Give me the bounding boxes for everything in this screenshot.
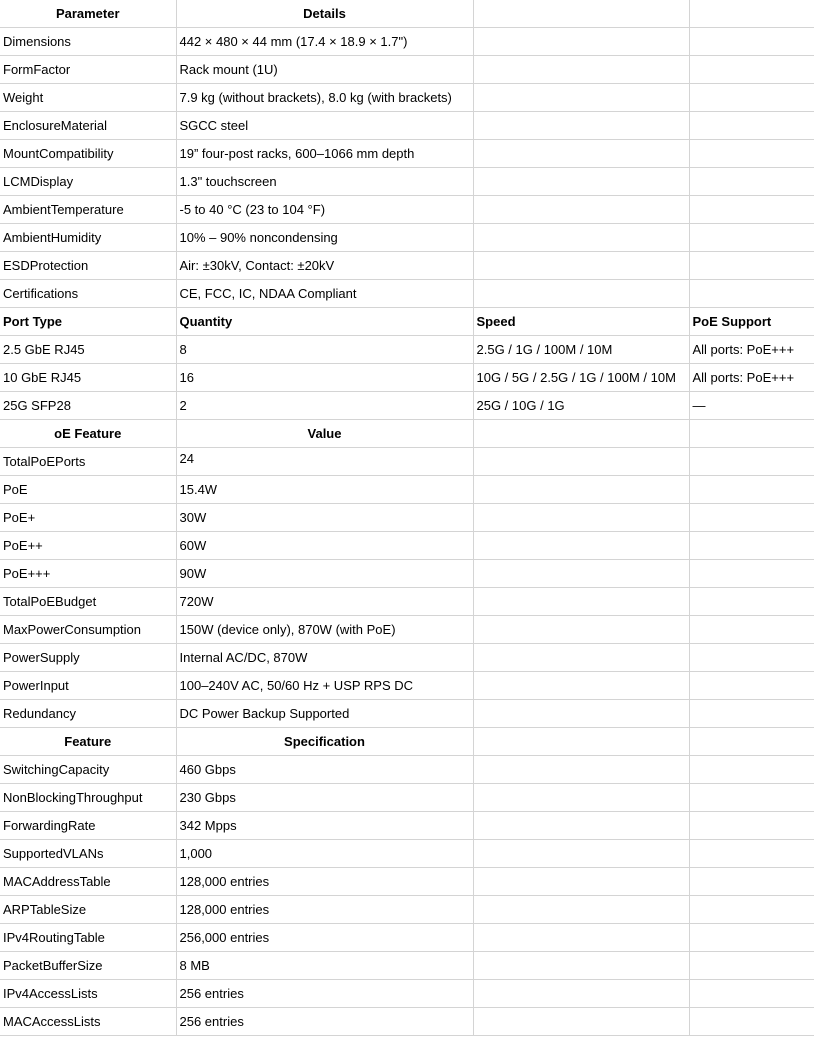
feature-cell[interactable]: PowerInput — [0, 672, 176, 700]
performance-header-row — [0, 728, 814, 756]
empty-cell[interactable] — [473, 84, 689, 112]
header-cell[interactable]: Details — [176, 0, 473, 28]
empty-cell[interactable] — [689, 504, 814, 532]
table-row — [0, 784, 814, 812]
table-row — [0, 980, 814, 1008]
value-cell[interactable]: 150W (device only), 870W (with PoE) — [176, 616, 473, 644]
feature-cell[interactable]: PoE — [0, 476, 176, 504]
empty-cell[interactable] — [689, 448, 814, 476]
feature-cell[interactable]: IPv4AccessLists — [0, 980, 176, 1008]
header-cell[interactable]: PoE Support — [689, 308, 814, 336]
empty-cell[interactable] — [473, 504, 689, 532]
empty-cell[interactable] — [689, 532, 814, 560]
param-cell[interactable]: EnclosureMaterial — [0, 112, 176, 140]
empty-cell[interactable] — [473, 700, 689, 728]
feature-cell[interactable]: SupportedVLANs — [0, 840, 176, 868]
poe-support-cell[interactable]: All ports: PoE+++ — [689, 336, 814, 364]
param-cell[interactable]: LCMDisplay — [0, 168, 176, 196]
value-cell[interactable]: 720W — [176, 588, 473, 616]
empty-cell[interactable] — [689, 112, 814, 140]
empty-cell[interactable] — [689, 840, 814, 868]
param-cell[interactable]: AmbientTemperature — [0, 196, 176, 224]
table-row — [0, 168, 814, 196]
table-row — [0, 896, 814, 924]
feature-cell[interactable]: ForwardingRate — [0, 812, 176, 840]
value-cell[interactable]: 100–240V AC, 50/60 Hz + USP RPS DC — [176, 672, 473, 700]
value-cell[interactable]: 128,000 entries — [176, 896, 473, 924]
empty-cell[interactable] — [473, 952, 689, 980]
quantity-cell[interactable]: 8 — [176, 336, 473, 364]
feature-cell[interactable]: NonBlockingThroughput — [0, 784, 176, 812]
empty-cell[interactable] — [689, 700, 814, 728]
empty-cell[interactable] — [473, 56, 689, 84]
empty-cell[interactable] — [689, 140, 814, 168]
empty-cell[interactable] — [689, 84, 814, 112]
poe-support-cell[interactable]: — — [689, 392, 814, 420]
feature-cell[interactable]: PacketBufferSize — [0, 952, 176, 980]
empty-cell[interactable] — [473, 168, 689, 196]
table-row — [0, 448, 814, 476]
table-row — [0, 700, 814, 728]
value-cell[interactable]: 10% – 90% noncondensing — [176, 224, 473, 252]
table-row — [0, 644, 814, 672]
table-row — [0, 952, 814, 980]
empty-cell[interactable] — [473, 28, 689, 56]
empty-cell[interactable] — [689, 252, 814, 280]
table-row — [0, 588, 814, 616]
empty-cell[interactable] — [689, 868, 814, 896]
value-cell[interactable]: 30W — [176, 504, 473, 532]
table-row — [0, 616, 814, 644]
empty-cell[interactable] — [473, 448, 689, 476]
empty-cell[interactable] — [689, 952, 814, 980]
table-row — [0, 812, 814, 840]
value-cell[interactable]: 15.4W — [176, 476, 473, 504]
header-cell[interactable]: oE Feature — [0, 420, 176, 448]
empty-cell[interactable] — [689, 560, 814, 588]
table-row — [0, 364, 814, 392]
feature-cell[interactable]: PoE+ — [0, 504, 176, 532]
feature-cell[interactable]: MaxPowerConsumption — [0, 616, 176, 644]
param-cell[interactable]: AmbientHumidity — [0, 224, 176, 252]
empty-cell[interactable] — [473, 728, 689, 756]
table-row — [0, 112, 814, 140]
table-row — [0, 336, 814, 364]
empty-cell[interactable] — [689, 280, 814, 308]
empty-cell[interactable] — [473, 280, 689, 308]
feature-cell[interactable]: Redundancy — [0, 700, 176, 728]
value-cell[interactable]: 90W — [176, 560, 473, 588]
speed-cell[interactable]: 2.5G / 1G / 100M / 10M — [473, 336, 689, 364]
empty-cell[interactable] — [473, 924, 689, 952]
empty-cell[interactable] — [473, 980, 689, 1008]
empty-cell[interactable] — [473, 252, 689, 280]
table-row — [0, 84, 814, 112]
quantity-cell[interactable]: 2 — [176, 392, 473, 420]
empty-cell[interactable] — [473, 784, 689, 812]
table-row — [0, 672, 814, 700]
value-cell[interactable]: 342 Mpps — [176, 812, 473, 840]
empty-cell[interactable] — [689, 28, 814, 56]
empty-cell[interactable] — [689, 672, 814, 700]
empty-cell[interactable] — [689, 728, 814, 756]
table-row — [0, 560, 814, 588]
empty-cell[interactable] — [473, 588, 689, 616]
feature-cell[interactable]: TotalPoEBudget — [0, 588, 176, 616]
empty-cell[interactable] — [689, 420, 814, 448]
value-cell[interactable]: Air: ±30kV, Contact: ±20kV — [176, 252, 473, 280]
table-row — [0, 924, 814, 952]
value-cell[interactable]: DC Power Backup Supported — [176, 700, 473, 728]
empty-cell[interactable] — [473, 112, 689, 140]
header-cell[interactable]: Port Type — [0, 308, 176, 336]
value-cell[interactable]: CE, FCC, IC, NDAA Compliant — [176, 280, 473, 308]
empty-cell[interactable] — [689, 616, 814, 644]
header-cell[interactable]: Speed — [473, 308, 689, 336]
port-type-cell[interactable]: 25G SFP28 — [0, 392, 176, 420]
value-cell[interactable]: 8 MB — [176, 952, 473, 980]
feature-cell[interactable]: MACAccessLists — [0, 1008, 176, 1036]
value-cell[interactable]: 19” four-post racks, 600–1066 mm depth — [176, 140, 473, 168]
empty-cell[interactable] — [689, 980, 814, 1008]
empty-cell[interactable] — [689, 756, 814, 784]
empty-cell[interactable] — [473, 672, 689, 700]
empty-cell[interactable] — [473, 1008, 689, 1036]
empty-cell[interactable] — [473, 896, 689, 924]
value-cell[interactable]: 128,000 entries — [176, 868, 473, 896]
ports-header-row — [0, 308, 814, 336]
empty-cell[interactable] — [473, 616, 689, 644]
value-cell[interactable]: 1,000 — [176, 840, 473, 868]
value-cell[interactable]: 230 Gbps — [176, 784, 473, 812]
empty-cell[interactable] — [689, 924, 814, 952]
table-row — [0, 476, 814, 504]
speed-cell[interactable]: 10G / 5G / 2.5G / 1G / 100M / 10M — [473, 364, 689, 392]
value-cell[interactable]: Rack mount (1U) — [176, 56, 473, 84]
empty-cell[interactable] — [473, 560, 689, 588]
header-cell[interactable]: Feature — [0, 728, 176, 756]
table-row — [0, 252, 814, 280]
table-row — [0, 56, 814, 84]
param-cell[interactable]: Certifications — [0, 280, 176, 308]
empty-cell[interactable] — [689, 168, 814, 196]
table-row — [0, 280, 814, 308]
empty-cell[interactable] — [689, 196, 814, 224]
feature-cell[interactable]: SwitchingCapacity — [0, 756, 176, 784]
quantity-cell[interactable]: 16 — [176, 364, 473, 392]
value-cell[interactable]: 24 — [176, 448, 473, 476]
empty-cell[interactable] — [689, 896, 814, 924]
empty-cell[interactable] — [473, 756, 689, 784]
poe-header-row — [0, 420, 814, 448]
feature-cell[interactable]: ARPTableSize — [0, 896, 176, 924]
table-row — [0, 1008, 814, 1036]
feature-cell[interactable]: PoE+++ — [0, 560, 176, 588]
empty-cell[interactable] — [473, 812, 689, 840]
feature-cell[interactable]: PoE++ — [0, 532, 176, 560]
empty-cell[interactable] — [689, 588, 814, 616]
empty-cell[interactable] — [473, 196, 689, 224]
table-row — [0, 140, 814, 168]
feature-cell[interactable]: PowerSupply — [0, 644, 176, 672]
table-row — [0, 840, 814, 868]
header-cell[interactable]: Parameter — [0, 0, 176, 28]
value-cell[interactable]: 7.9 kg (without brackets), 8.0 kg (with brackets) — [176, 84, 473, 112]
value-cell[interactable]: 60W — [176, 532, 473, 560]
param-cell[interactable]: FormFactor — [0, 56, 176, 84]
empty-cell[interactable] — [473, 224, 689, 252]
empty-cell[interactable] — [689, 812, 814, 840]
empty-cell[interactable] — [689, 1008, 814, 1036]
table-row — [0, 224, 814, 252]
header-cell[interactable]: Quantity — [176, 308, 473, 336]
value-cell[interactable]: 1.3" touchscreen — [176, 168, 473, 196]
value-cell[interactable]: 442 × 480 × 44 mm (17.4 × 18.9 × 1.7") — [176, 28, 473, 56]
table-row — [0, 196, 814, 224]
header-cell[interactable]: Specification — [176, 728, 473, 756]
empty-cell[interactable] — [473, 840, 689, 868]
speed-cell[interactable]: 25G / 10G / 1G — [473, 392, 689, 420]
value-cell[interactable]: 256 entries — [176, 1008, 473, 1036]
param-cell[interactable]: Weight — [0, 84, 176, 112]
empty-cell[interactable] — [473, 0, 689, 28]
feature-cell[interactable]: MACAddressTable — [0, 868, 176, 896]
param-cell[interactable]: MountCompatibility — [0, 140, 176, 168]
table-row — [0, 392, 814, 420]
empty-cell[interactable] — [689, 476, 814, 504]
empty-cell[interactable] — [689, 56, 814, 84]
empty-cell[interactable] — [473, 644, 689, 672]
empty-cell[interactable] — [689, 644, 814, 672]
value-cell[interactable]: 460 Gbps — [176, 756, 473, 784]
table-row — [0, 532, 814, 560]
empty-cell[interactable] — [689, 784, 814, 812]
empty-cell[interactable] — [473, 476, 689, 504]
value-cell[interactable]: -5 to 40 °C (23 to 104 °F) — [176, 196, 473, 224]
table-row — [0, 504, 814, 532]
value-cell[interactable]: 256,000 entries — [176, 924, 473, 952]
empty-cell[interactable] — [473, 140, 689, 168]
param-cell[interactable]: ESDProtection — [0, 252, 176, 280]
feature-cell[interactable]: IPv4RoutingTable — [0, 924, 176, 952]
table-row — [0, 756, 814, 784]
header-cell[interactable]: Value — [176, 420, 473, 448]
empty-cell[interactable] — [473, 532, 689, 560]
empty-cell[interactable] — [473, 420, 689, 448]
table-row — [0, 868, 814, 896]
table-row — [0, 28, 814, 56]
empty-cell[interactable] — [689, 0, 814, 28]
value-cell[interactable]: Internal AC/DC, 870W — [176, 644, 473, 672]
value-cell[interactable]: SGCC steel — [176, 112, 473, 140]
empty-cell[interactable] — [473, 868, 689, 896]
empty-cell[interactable] — [689, 224, 814, 252]
port-type-cell[interactable]: 10 GbE RJ45 — [0, 364, 176, 392]
feature-cell[interactable]: TotalPoEPorts — [0, 448, 176, 476]
poe-support-cell[interactable]: All ports: PoE+++ — [689, 364, 814, 392]
value-cell[interactable]: 256 entries — [176, 980, 473, 1008]
port-type-cell[interactable]: 2.5 GbE RJ45 — [0, 336, 176, 364]
param-cell[interactable]: Dimensions — [0, 28, 176, 56]
general-header-row — [0, 0, 814, 28]
